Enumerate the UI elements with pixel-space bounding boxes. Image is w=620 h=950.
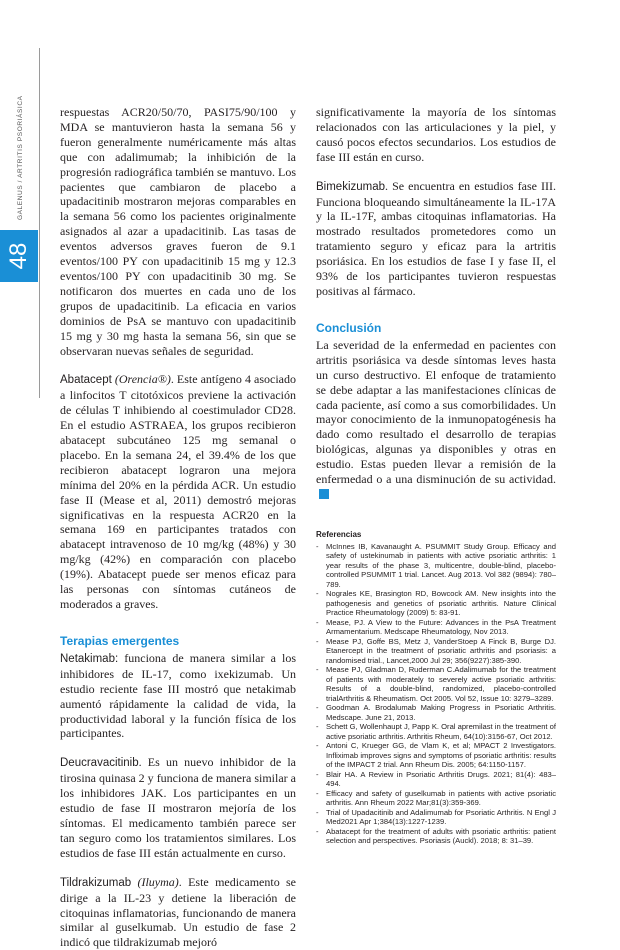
reference-item: - Antoni C, Krueger GG, de Vlam K, et al; MPACT 2 Investigators. Infliximab improves signs and symptoms of psoriatic arthritis: results of the IMPACT 2 trial. Ann Rheum Dis. 2005; 64:1150-1157. xyxy=(316,741,556,770)
sidebar-divider xyxy=(39,48,40,398)
netakimab-paragraph xyxy=(60,651,296,741)
abatacept-term: Abatacept xyxy=(60,374,112,387)
left-column xyxy=(60,105,296,950)
bimekizumab-paragraph xyxy=(316,179,556,299)
end-of-article-icon xyxy=(319,489,329,499)
reference-item: - Abatacept for the treatment of adults with psoriatic arthritis: patient selection and perspectives. Psoriasis (Auckl). 2018; 8: 31–39. xyxy=(316,827,556,846)
reference-item: - Efficacy and safety of guselkumab in patients with active psoriatic arthritis. Ann Rheum 2022 Mar;81(3):359-369. xyxy=(316,789,556,808)
conclusion-text: La severidad de la enfermedad en pacientes con artritis psoriásica va desde síntomas leves hasta un curso destructivo. El enfoque de tratamiento se debe adaptar a las manifestaciones clínicas de cada paciente, así como a sus comorbilidades. Un mayor conocimiento de la inmunopatogénesis ha dado como resultado el desarrollo de terapias biológicas, algunas ya disponibles y otras en estudio. Estas pueden llevar a remisión de la enfermedad o a una disminución de su actividad. xyxy=(316,337,556,487)
continued-paragraph: significativamente la mayoría de los síntomas relacionados con las articulaciones y la piel, y causó pocos efectos secundarios. Los estudios de fase III están en curso. xyxy=(316,105,556,164)
deucravacitinib-paragraph xyxy=(60,755,296,860)
abatacept-text: . Este antígeno 4 asociado a linfocitos T citotóxicos previene la activación de células T inhibiendo al coestimulador CD28. En el estudio ASTRAEA, los grupos recibieron abatacept subcutáneo 125 mg semanal o placebo. En la semana 24, el 39.4% de los que recibieron abatacept lograron una mejora mínima del 20% en la pérdida ACR. Un estudio fase II (Mease et al, 2011) demostró mejoras significativas en la respuesta ACR20 en la semana 169 en participantes tratados con abatacept intravenoso de 10 mg/kg (48%) y 30 mg/kg (42%) en comparación con placebo (19%). Abatacept puede ser menos eficaz para las personas con síntomas cutáneos de moderados a graves. xyxy=(60,372,296,611)
tildrakizumab-text: . Este medicamento se dirige a la IL-23 y detiene la liberación de citoquinas inflamatorias, funcionando de manera similar al guselkumab. Un estudio de fase 2 indicó que tildrakizumab mejoró xyxy=(60,874,297,950)
bimekizumab-text: . Se encuentra en estudios fase III. Funciona bloqueando simultáneamente la IL-17A y la IL-17F, ambas citoquinas inflamatorias. Ha mostrado resultados prometedores como un tratamiento seguro y eficaz para la artritis psoriásica. En los estudios de fase I y fase II, el 93% de los participantes tuvieron respuestas positivas al fármaco. xyxy=(316,178,556,298)
abatacept-brand: (Orencia®) xyxy=(114,372,171,387)
reference-item: - Trial of Upadacitinib and Adalimumab for Psoriatic Arthritis. N Engl J Med2021 Apr 1;384(13):1227-1239. xyxy=(316,808,556,827)
tildrakizumab-term: Tildrakizumab xyxy=(60,876,132,889)
deucravacitinib-text: . Es un nuevo inhibidor de la tirosina quinasa 2 y funciona de manera similar a los inhibidores JAK. Los participantes en un estudio de fase II mostraron mejoría de los síntomas. El medicamento también parece ser tan seguro como los tratamientos similares. Los estudios de fase III están actualmente en curso. xyxy=(60,755,296,860)
upadacitinib-paragraph: respuestas ACR20/50/70, PASI75/90/100 y MDA se mantuvieron hasta la semana 56 y fueron generalmente numéricamente más altas que con adalimumab; la inhibición de la progresión radiográfica también se mantuvo. Los pacientes que cambiaron de placebo a upadacitinib mostraron mejoras comparables en la semana 56 como los pacientes originalmente asignados al azar a upadacitinib. Las tasas de eventos adversos graves fueron de 9.1 eventos/100 PY con upadacitinib 15 mg y 12.3 eventos/100 PY con upadacitinib 30 mg. Se notificaron dos muertes en cada uno de los grupos de upadacitinib. La eficacia en varios dominios de PsA se mantuvo con upadacitinib 15 mg y 30 mg hasta la semana 56, sin que se observaran nuevas señales de seguridad. xyxy=(60,105,296,358)
netakimab-term: Netakimab: xyxy=(60,652,119,665)
running-head: GALENUS / ARTRITIS PSORIÁSICA xyxy=(17,95,24,220)
tildrakizumab-paragraph xyxy=(60,875,296,950)
right-column xyxy=(316,105,556,846)
section-heading-conclusion: Conclusión xyxy=(316,320,382,335)
reference-list xyxy=(316,542,556,846)
deucravacitinib-term: Deucravacitinib xyxy=(60,757,139,770)
reference-item: - Mease, PJ. A View to the Future: Advances in the PsA Treatment Armamentarium. Medscape Rheumatology, Nov 2013. xyxy=(316,618,556,637)
conclusion-paragraph xyxy=(316,338,556,502)
page-number: 48 xyxy=(5,242,32,270)
reference-item: - Mease PJ, Goffe BS, Metz J, VanderStoep A Finck B, Burge DJ. Etanercept in the treatment of psoriatic arthritis and psoriasis: a randomised trial., Lancet,2000 Jul 29; 356(9227):385-390. xyxy=(316,637,556,666)
reference-item: - Blair HA. A Review in Psoriatic Arthritis Drugs. 2021; 81(4): 483–494. xyxy=(316,770,556,789)
reference-item: - McInnes IB, Kavanaught A. PSUMMIT Study Group. Efficacy and safety of ustekinumab in patients with active psoriatic arthritis: 1 year results of the phase 3, multicentre, double-blind, placebo-controlled PSUMMIT 1 trial. Lancet. Aug 2013. Vol 382 (9894): 780–789. xyxy=(316,542,556,590)
reference-item: - Goodman A. Brodalumab Making Progress in Psoriatic Arthritis. Medscape. June 21, 2013. xyxy=(316,703,556,722)
reference-item: - Schett G, Wollenhaupt J, Papp K. Oral apremilast in the treatment of active psoriatic arthritis. Arthritis Rheum, 64(10):3156-67, Oct 2012. xyxy=(316,722,556,741)
bimekizumab-term: Bimekizumab xyxy=(316,180,386,193)
reference-item: - Mease PJ, Gladman D, Ruderman C.Adalimumab for the treatment of patients with moderately to severely active psoriatic arthritis: Results of a double-blind, randomized, placebo-controlled trialArthritis & Rheumatism. Oct 2005. Vol 52, Issue 10: 3279–3289. xyxy=(316,665,556,703)
reference-item: - Nograles KE, Brasington RD, Bowcock AM. New insights into the pathogenesis and genetics of psoriatic arthritis. Nature Clinical Practice Rheumatology (2009) 5: 83-91. xyxy=(316,589,556,618)
tildrakizumab-brand: (Iluyma) xyxy=(137,874,179,889)
netakimab-text: funciona de manera similar a los inhibidores de IL-17, como ixekizumab. Un estudio reciente fase III mostró que netakimab aumentó rápidamente la calidad de vida, la productividad laboral y la función física de los participantes. xyxy=(60,650,296,741)
section-heading-emerging: Terapias emergentes xyxy=(60,633,180,648)
references-heading: Referencias xyxy=(316,529,362,539)
abatacept-paragraph xyxy=(60,372,296,612)
